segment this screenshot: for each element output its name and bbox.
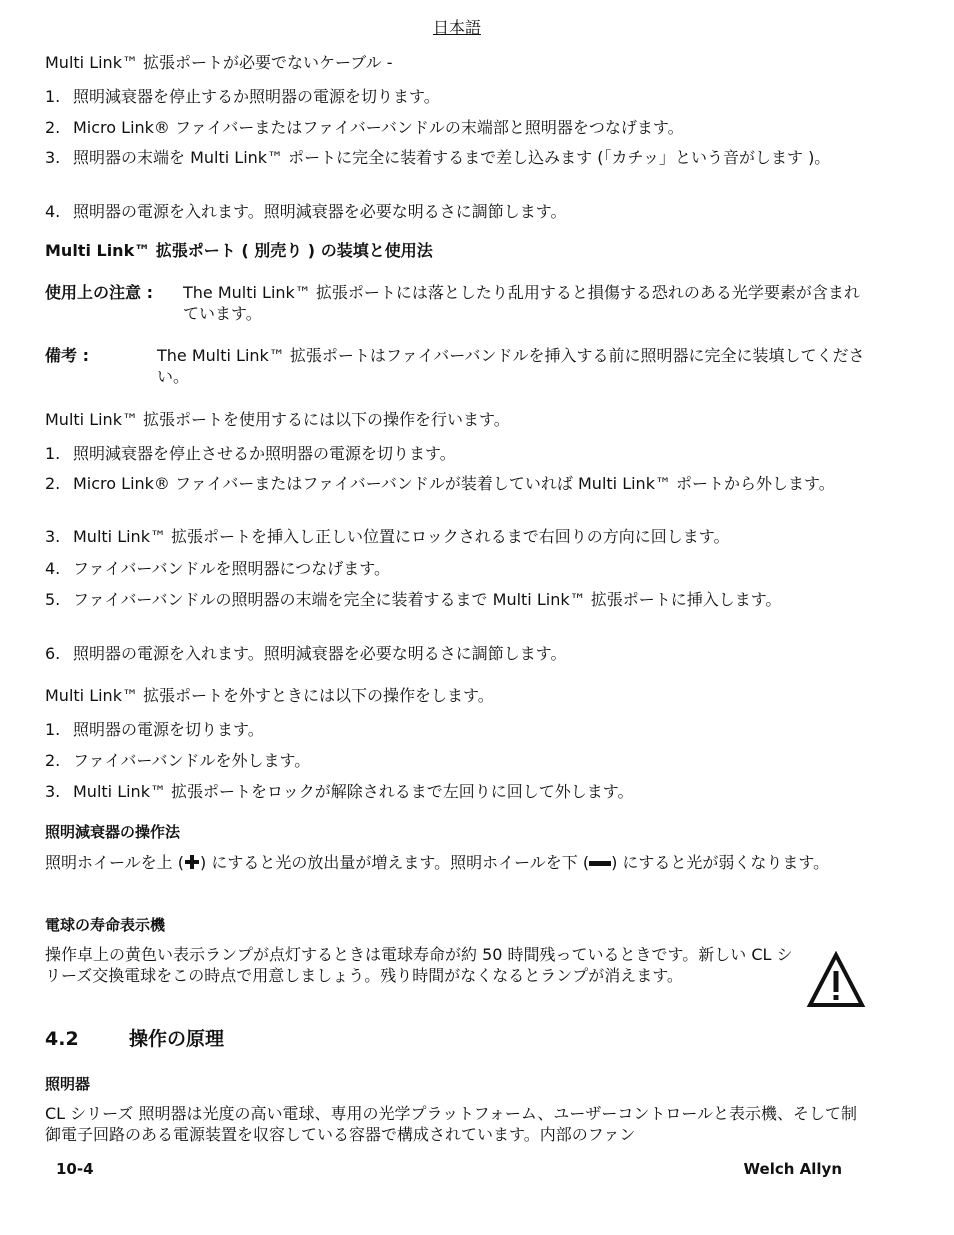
section-number: 4.2	[45, 1028, 79, 1050]
install-heading: Multi Link™ 拡張ポート ( 別売り ) の装填と使用法	[45, 241, 433, 260]
list-number: 3.	[45, 527, 61, 546]
attenuator-text-c: ) にすると光が弱くなります。	[611, 853, 830, 872]
section-heading	[45, 1029, 224, 1050]
list-item	[45, 589, 867, 610]
attenuator-text-a: 照明ホイールを上 (	[45, 853, 185, 872]
section-title: 操作の原理	[129, 1028, 225, 1050]
list-item	[45, 558, 867, 579]
minus-icon	[589, 851, 611, 872]
attenuator-heading: 照明減衰器の操作法	[45, 823, 181, 841]
list-number: 5.	[45, 590, 61, 609]
list-text: 照明減衰器を停止させるか照明器の電源を切ります。	[73, 444, 456, 463]
list-number: 2.	[45, 118, 61, 137]
list-item	[45, 750, 867, 771]
plus-icon	[184, 854, 200, 875]
list-text: Micro Link® ファイバーまたはファイバーバンドルの末端部と照明器をつなげます。	[73, 118, 684, 137]
illuminator-heading: 照明器	[45, 1075, 91, 1093]
list-text: 照明器の電源を切ります。	[73, 720, 264, 739]
list-number: 6.	[45, 644, 61, 663]
list-text: ファイバーバンドルを照明器につなげます。	[73, 559, 390, 578]
note-text: The Multi Link™ 拡張ポートはファイバーバンドルを挿入する前に照明器に完全に装填してください。	[157, 346, 865, 386]
attenuator-text-b: ) にすると光の放出量が増えます。照明ホイールを下 (	[200, 853, 590, 872]
list-text: ファイバーバンドルの照明器の末端を完全に装着するまで Multi Link™ 拡張ポートに挿入します。	[73, 590, 782, 609]
list-text: 照明器の電源を入れます。照明減衰器を必要な明るさに調節します。	[73, 644, 567, 663]
list-number: 3.	[45, 148, 61, 167]
warning-triangle-icon	[806, 951, 866, 1009]
brand-name: Welch Allyn	[743, 1160, 842, 1178]
list-text: 照明器の電源を入れます。照明減衰器を必要な明るさに調節します。	[73, 202, 567, 221]
language-header: 日本語	[432, 18, 481, 37]
list-text: 照明器の末端を Multi Link™ ポートに完全に装着するまで差し込みます (「カチッ」という音がします )。	[73, 148, 831, 167]
illuminator-text: CL シリーズ 照明器は光度の高い電球、専用の光学プラットフォーム、ユーザーコントロールと表示機、そして制御電子回路のある電源装置を収容している容器で構成されています。内部のファン	[45, 1104, 858, 1144]
caution-label: 使用上の注意 :	[45, 283, 153, 302]
list-item	[45, 719, 867, 740]
list-text: Multi Link™ 拡張ポートを挿入し正しい位置にロックされるまで右回りの方向に回します。	[73, 527, 730, 546]
list-number: 4.	[45, 202, 61, 221]
page-number: 10-4	[56, 1160, 94, 1178]
list-item	[45, 473, 867, 494]
cable-intro: Multi Link™ 拡張ポートが必要でないケーブル -	[45, 53, 393, 72]
list-number: 3.	[45, 782, 61, 801]
list-number: 4.	[45, 559, 61, 578]
use-intro: Multi Link™ 拡張ポートを使用するには以下の操作を行います。	[45, 410, 510, 429]
list-item	[45, 643, 867, 664]
list-text: Micro Link® ファイバーまたはファイバーバンドルが装着していれば Multi Link™ ポートから外します。	[73, 474, 835, 493]
list-number: 2.	[45, 751, 61, 770]
list-item	[45, 117, 867, 138]
note-label: 備考 :	[45, 346, 89, 365]
list-number: 1.	[45, 444, 61, 463]
list-item	[45, 781, 867, 802]
list-item	[45, 443, 867, 464]
list-number: 1.	[45, 87, 61, 106]
attenuator-text	[45, 851, 867, 875]
list-item	[45, 86, 867, 107]
list-number: 2.	[45, 474, 61, 493]
caution-text: The Multi Link™ 拡張ポートには落としたり乱用すると損傷する恐れのある光学要素が含まれています。	[183, 283, 860, 323]
list-text: ファイバーバンドルを外します。	[73, 751, 311, 770]
list-item	[45, 147, 867, 168]
list-text: Multi Link™ 拡張ポートをロックが解除されるまで左回りに回して外します。	[73, 782, 634, 801]
remove-intro: Multi Link™ 拡張ポートを外すときには以下の操作をします。	[45, 686, 494, 705]
list-item	[45, 526, 867, 547]
list-text: 照明減衰器を停止するか照明器の電源を切ります。	[73, 87, 440, 106]
list-number: 1.	[45, 720, 61, 739]
list-item	[45, 201, 867, 222]
lamp-life-text: 操作卓上の黄色い表示ランプが点灯するときは電球寿命が約 50 時間残っているときです。新しい CL シリーズ交換電球をこの時点で用意しましょう。残り時間がなくなるとランプが消えます。	[45, 945, 793, 985]
lamp-life-heading: 電球の寿命表示機	[45, 916, 166, 934]
